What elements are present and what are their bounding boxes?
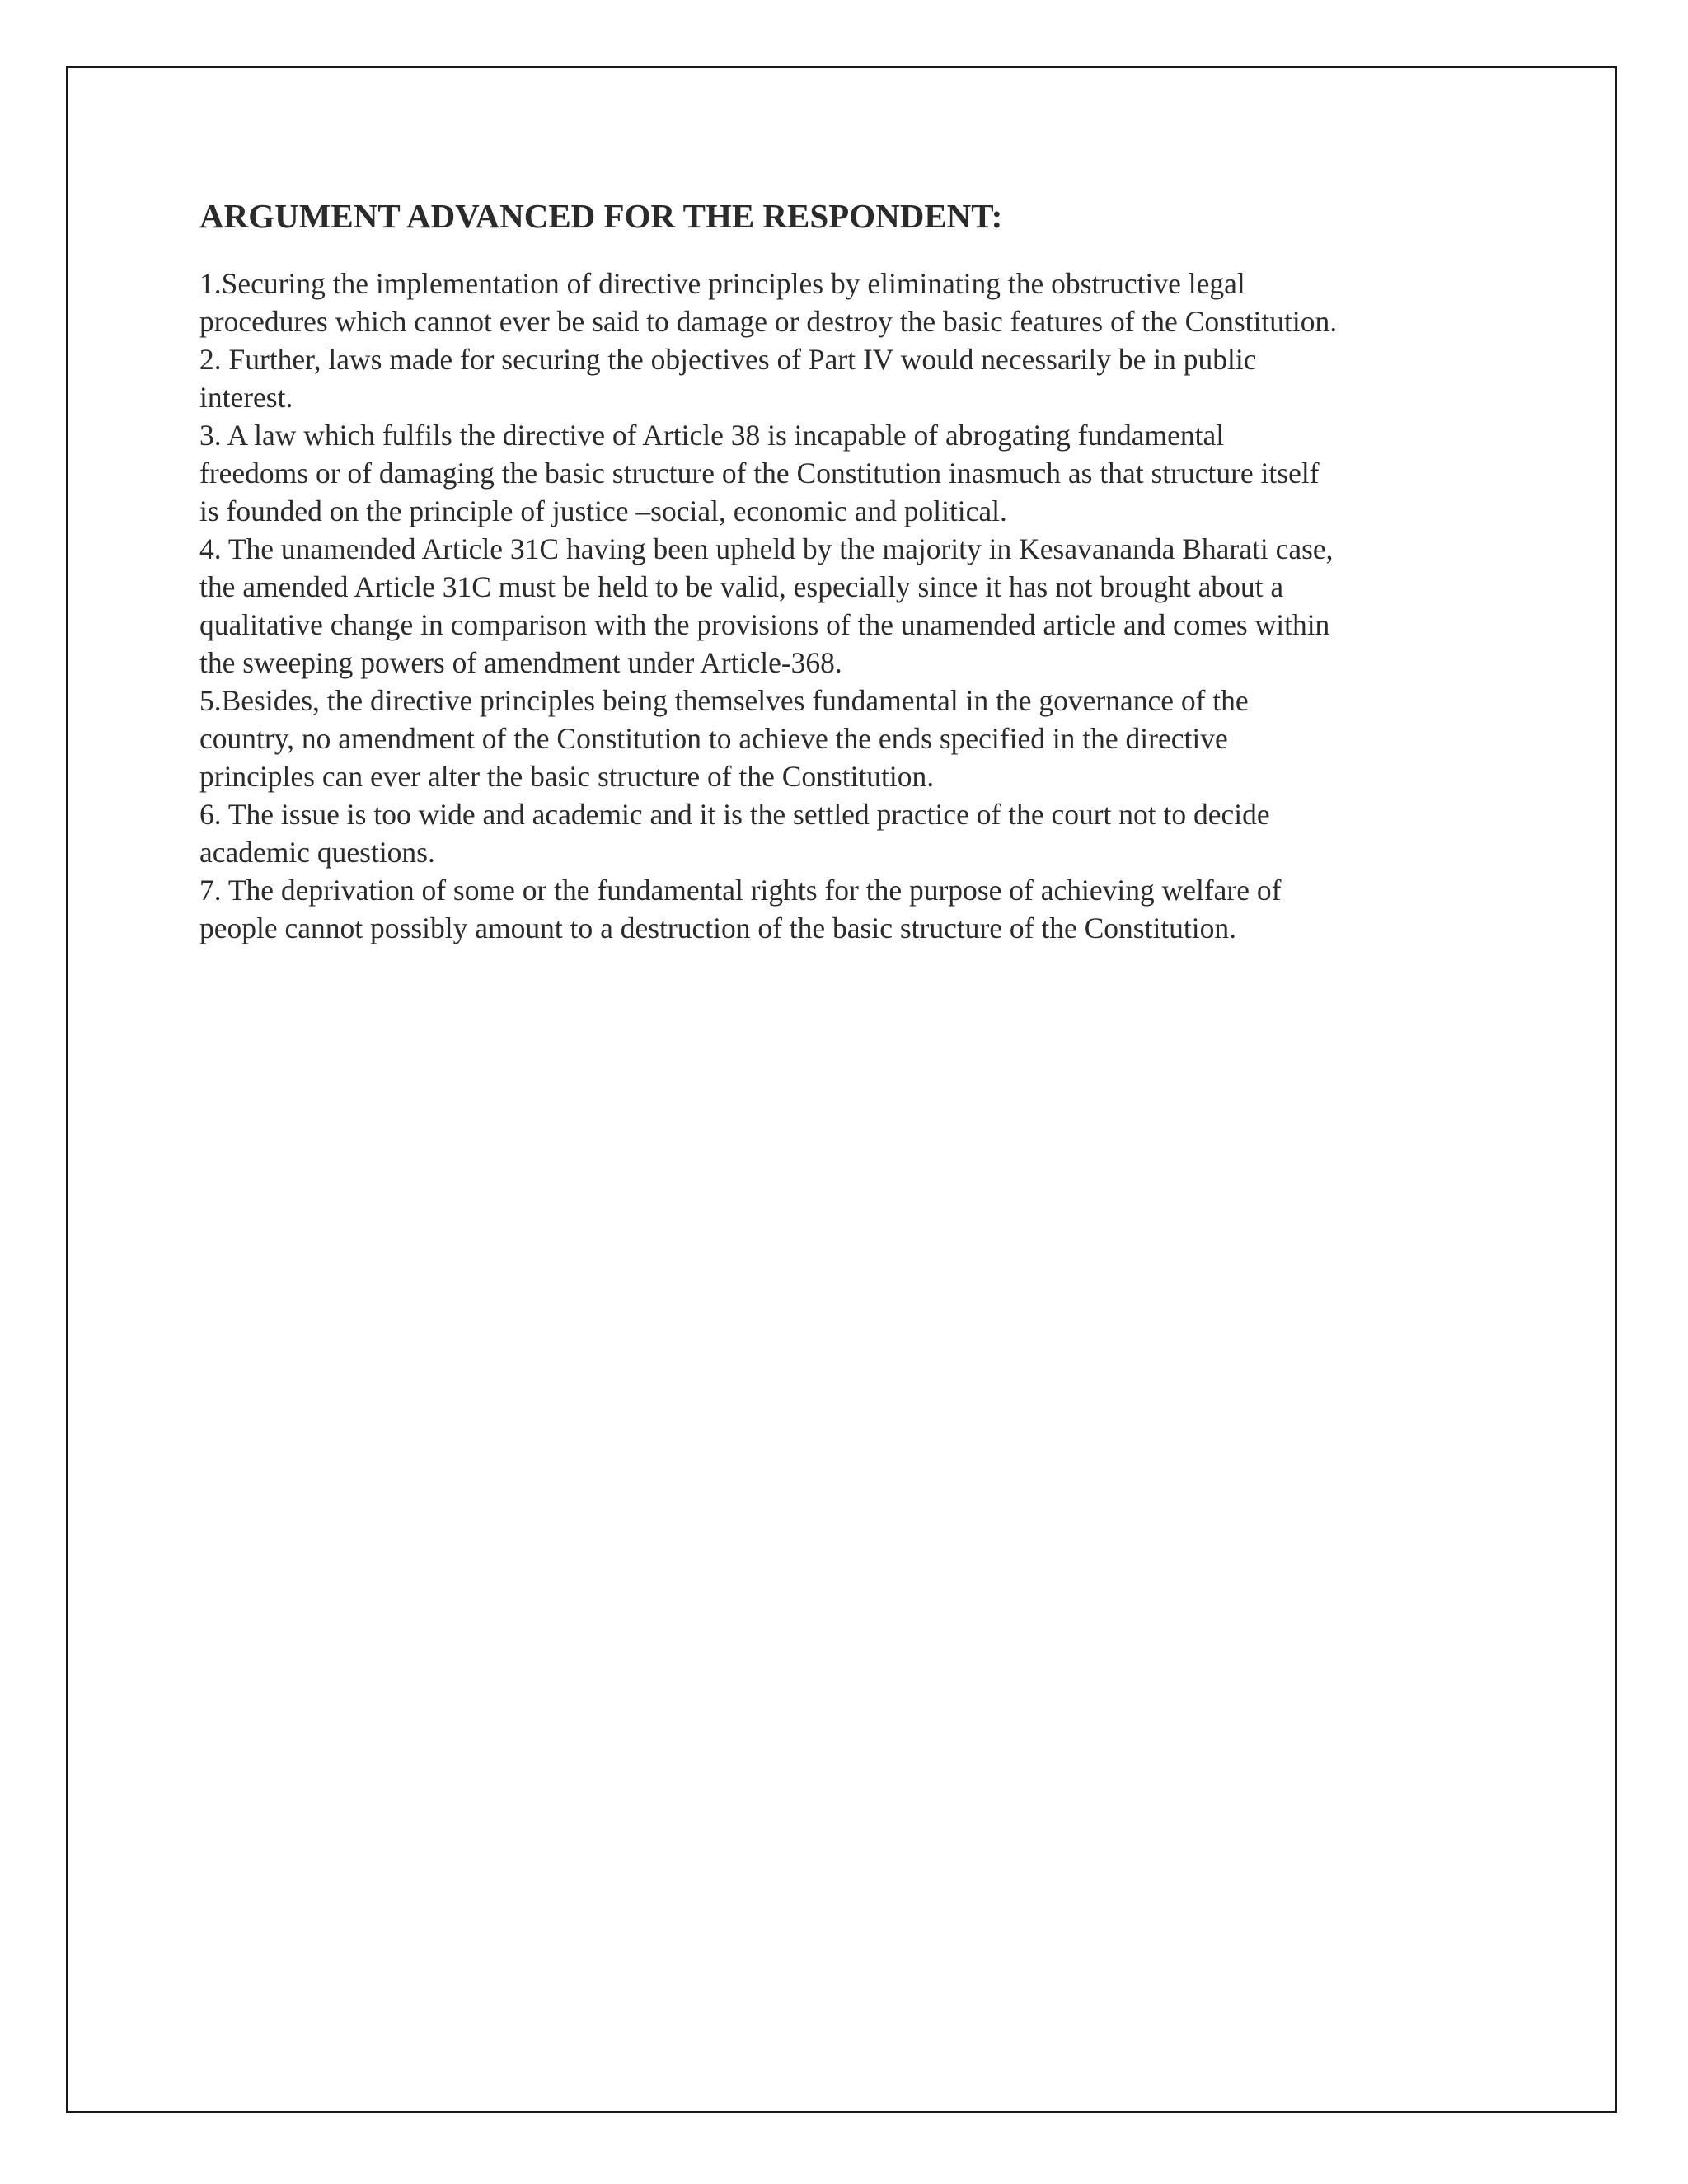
text-line: 6. The issue is too wide and academic and it is the settled practice of the court not to decide [199, 798, 1270, 832]
argument-point-1 [199, 265, 1502, 340]
text-line: qualitative change in comparison with the provisions of the unamended article and comes within [199, 608, 1330, 642]
text-line: academic questions. [199, 836, 435, 869]
text-line: 3. A law which fulfils the directive of Article 38 is incapable of abrogating fundamental [199, 419, 1225, 452]
text-line: 7. The deprivation of some or the fundamental rights for the purpose of achieving welfare of [199, 874, 1282, 907]
text-line: country, no amendment of the Constitution to achieve the ends specified in the directive [199, 722, 1228, 756]
argument-point-4 [199, 530, 1502, 682]
document-heading: ARGUMENT ADVANCED FOR THE RESPONDENT: [199, 197, 1003, 235]
text-line: freedoms or of damaging the basic structure of the Constitution inasmuch as that structure itself [199, 457, 1320, 490]
text-line: people cannot possibly amount to a destruction of the basic structure of the Constitution. [199, 912, 1237, 945]
argument-point-6 [199, 795, 1502, 871]
argument-point-5 [199, 682, 1502, 795]
text-line: 2. Further, laws made for securing the objectives of Part IV would necessarily be in public [199, 343, 1257, 377]
text-line: 5.Besides, the directive principles being themselves fundamental in the governance of the [199, 684, 1249, 718]
text-line: interest. [199, 381, 293, 415]
text-line: the amended Article 31C must be held to be valid, especially since it has not brought about a [199, 570, 1284, 604]
text-line: procedures which cannot ever be said to damage or destroy the basic features of the Constitution. [199, 305, 1338, 339]
argument-point-7 [199, 871, 1502, 947]
text-line: is founded on the principle of justice –social, economic and political. [199, 494, 1007, 528]
text-line: the sweeping powers of amendment under Article-368. [199, 646, 842, 680]
text-line: 4. The unamended Article 31C having been upheld by the majority in Kesavananda Bharati case, [199, 532, 1334, 566]
text-line: 1.Securing the implementation of directive principles by eliminating the obstructive legal [199, 267, 1245, 301]
document-body [199, 196, 1502, 947]
text-line: principles can ever alter the basic structure of the Constitution. [199, 760, 935, 794]
argument-point-3 [199, 416, 1502, 530]
argument-point-2 [199, 340, 1502, 416]
